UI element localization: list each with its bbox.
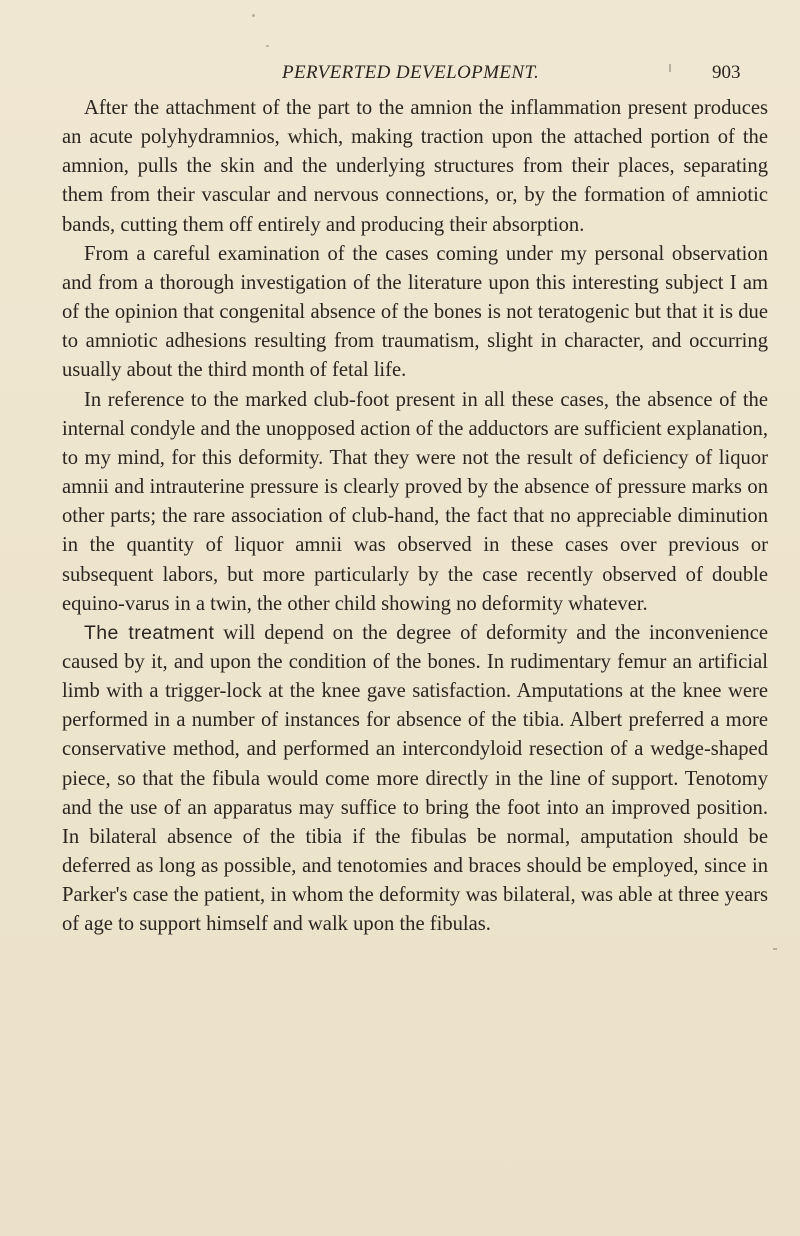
- paragraph-text: In reference to the marked club-foot present in all these cases, the absence of the internal condyle and the unopposed action of the adductors are sufficient explanation, to my mind, for this deformity. That they were not the result of deficiency of liquor amnii and intrauterine pressure is clearly proved by the absence of pressure marks on other parts; the rare association of club-hand, the fact that no appreciable diminution in the quantity of liquor amnii was observed in these cases over previous or subsequent labors, but more particularly by the case recently observed of double equino-varus in a twin, the other child showing no deformity whatever.: [62, 388, 768, 615]
- scan-speck: [773, 948, 777, 950]
- page-header: [0, 58, 800, 88]
- scan-speck: [252, 14, 255, 17]
- paragraph-text: will depend on the degree of deformity and the inconvenience caused by it, and upon the condition of the bones. In rudimentary femur an artificial limb with a trigger-lock at the knee gave satisfaction. Amputations at the knee were performed in a number of instances for absence of the tibia. Albert preferred a more conservative method, and performed an intercondyloid resection of a wedge-shaped piece, so that the fibula would come more directly in the line of support. Tenotomy and the use of an apparatus may suffice to bring the foot into an improved position. In bilateral absence of the tibia if the fibulas be normal, amputation should be deferred as long as possible, and tenotomies and braces should be employed, since in Parker's case the patient, in whom the deformity was bilateral, was able at three years of age to support himself and walk upon the fibulas.: [62, 621, 768, 936]
- paragraph-text: From a careful examination of the cases coming under my personal observation and from a thorough investigation of the literature upon this interesting subject I am of the opinion that congenital absence of the bones is not teratogenic but that it is due to amniotic adhesions resulting from traumatism, slight in character, and occurring usually about the third month of fetal life.: [62, 242, 768, 382]
- body-text: [62, 94, 768, 940]
- scan-speck: [669, 64, 671, 72]
- page-number: 903: [712, 62, 741, 83]
- scan-speck: [266, 45, 269, 47]
- running-title: PERVERTED DEVELOPMENT.: [282, 62, 540, 83]
- paragraph-author-opinion: [62, 240, 768, 386]
- treatment-lead-term: The treatment: [84, 621, 215, 644]
- paragraph-treatment: [62, 619, 768, 940]
- paragraph-amniotic-traction: [62, 94, 768, 240]
- paragraph-club-foot: [62, 386, 768, 619]
- paragraph-text: After the attachment of the part to the amnion the inflammation present produces an acute polyhydramnios, which, making traction upon the attached portion of the amnion, pulls the skin and the underlying structures from their places, separating them from their vascular and nervous connections, or, by the formation of amniotic bands, cutting them off entirely and producing their absorption.: [62, 97, 768, 236]
